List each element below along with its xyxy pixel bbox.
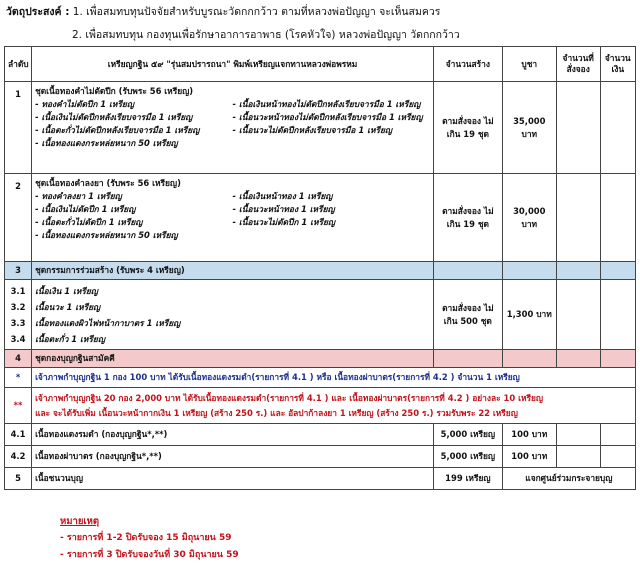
list-item: - เนื้อนวะไม่ตัดปีก 1 เหรียญ bbox=[232, 217, 336, 227]
list-item: เนื้อตะกั่ว 1 เหรียญ bbox=[35, 333, 105, 344]
row-content bbox=[32, 174, 434, 262]
row-qty: ตามสั่งจอง ไม่เกิน 500 ชุด bbox=[433, 280, 502, 350]
row-price: 100 บาท bbox=[502, 424, 556, 446]
list-item: - เนื้อนวะหน้าทองไม่ตัดปีกหลังเรียบจารมือ 1 เหรียญ bbox=[232, 112, 423, 122]
table-row bbox=[5, 174, 636, 262]
list-item: - เนื้อนวะไม่ตัดปีกหลังเรียบจารมือ 1 เหรียญ bbox=[232, 125, 393, 135]
list-item: - เนื้อทองแดงกระหล่ยหนาก 50 เหรียญ bbox=[35, 138, 178, 148]
row-number: 4.1 bbox=[5, 424, 32, 446]
row-money-cell[interactable] bbox=[600, 82, 635, 174]
row-qty: ตามสั่งจอง ไม่เกิน 19 ชุด bbox=[433, 174, 502, 262]
header-price: บูชา bbox=[502, 47, 556, 82]
header-seq: ลำดับ bbox=[5, 47, 32, 82]
header-money: จำนวนเงิน bbox=[600, 47, 635, 82]
table-row bbox=[5, 82, 636, 174]
list-item: - เนื้อตะกั่วไม่ตัดปีก 1 เหรียญ bbox=[35, 217, 143, 227]
header-row bbox=[5, 47, 636, 82]
table-row-note bbox=[5, 368, 636, 388]
list-item: - เนื้อเงินหน้าทอง 1 เหรียญ bbox=[232, 191, 333, 201]
table-row-section bbox=[5, 262, 636, 280]
row-number: 3 bbox=[5, 262, 32, 280]
row-money-cell[interactable] bbox=[600, 424, 635, 446]
row-price: 35,000 บาท bbox=[502, 82, 556, 174]
sub-number-cell bbox=[5, 280, 32, 350]
purpose-block bbox=[6, 4, 636, 44]
sub-number: 3.1 bbox=[10, 285, 26, 296]
list-item: - เนื้อตะกั่วไม่ตัดปีกหลังเรียบจารมือ 1 เหรียญ bbox=[35, 125, 200, 135]
note-text: เจ้าภาพกำบุญกฐิน 1 กอง 100 บาท ได้รับเนื้อทองแดงรมดำ(รายการที่ 4.1 ) หรือ เนื้อทองผ่าบาตร(รายการที่ 4.2 ) จำนวน 1 เหรียญ bbox=[32, 368, 636, 388]
row-price: แจกศูนย์ร่วมกระจายบุญ bbox=[502, 468, 635, 490]
list-item: - เนื้อเงินไม่ตัดปีก 1 เหรียญ bbox=[35, 204, 136, 214]
note-text bbox=[32, 388, 636, 424]
row-reserved-cell[interactable] bbox=[556, 446, 600, 468]
header-item: เหรียญกฐิน ๕๙ "รุ่นสมปรารถนา" พิมพ์เหรียญแจกทานหลวงพ่อพรหม bbox=[32, 47, 434, 82]
row-reserved-cell[interactable] bbox=[556, 280, 600, 350]
row-number: 1 bbox=[5, 82, 32, 174]
note-line: เจ้าภาพกำบุญกฐิน 20 กอง 2,000 บาท ได้รับเนื้อทองแดงรมดำ(รายการที่ 4.1 ) และ เนื้อทองผ่าบาตร(รายการที่ 4.2 ) อย่างละ 10 เหรียญ bbox=[35, 392, 544, 403]
purpose-line-2: 2. เพื่อสมทบทุน กองทุนเพื่อรักษาอาการอาพาธ (โรคหัวใจ) หลวงพ่อปัญญา วัดกกกว้าว bbox=[72, 29, 460, 41]
sub-number: 3.3 bbox=[10, 317, 26, 328]
row-content bbox=[32, 82, 434, 174]
header-qty: จำนวนสร้าง bbox=[433, 47, 502, 82]
header-reserved: จำนวนที่สั่งจอง bbox=[556, 47, 600, 82]
list-item: - เนื้อนวะหน้าทอง 1 เหรียญ bbox=[232, 204, 335, 214]
list-item: - เนื้อเงินไม่ตัดปีกหลังเรียบจารมือ 1 เหรียญ bbox=[35, 112, 193, 122]
row-qty: 5,000 เหรียญ bbox=[433, 446, 502, 468]
table-row-note bbox=[5, 388, 636, 424]
list-item: - ทองคำไม่ตัดปีก 1 เหรียญ bbox=[35, 99, 134, 109]
row-content bbox=[32, 280, 434, 350]
table-row bbox=[5, 424, 636, 446]
row-price: 30,000 บาท bbox=[502, 174, 556, 262]
notes-heading: หมายเหตุ bbox=[60, 516, 100, 527]
row-title: เนื้อชนวนบุญ bbox=[32, 468, 434, 490]
row-money-cell[interactable] bbox=[600, 446, 635, 468]
row-number: 4 bbox=[5, 350, 32, 368]
list-item: เนื้อทองแดงผิวไฟหน้ากาบาตร 1 เหรียญ bbox=[35, 317, 181, 328]
note-item: - รายการที่ 3 ปิดรับจองวันที่ 30 มิถุนายน 59 bbox=[60, 550, 239, 560]
row-reserved-cell[interactable] bbox=[556, 82, 600, 174]
note-line: และ จะได้รับเพิ่ม เนื้อนวะหน้ากากเงิน 1 เหรียญ (สร้าง 250 ร.) และ อัลปาก้าลงยา 1 เหรียญ (สร้าง 250 ร.) รวมรับพระ 22 เหรียญ bbox=[35, 407, 518, 418]
table-row bbox=[5, 280, 636, 350]
row-money-cell[interactable] bbox=[600, 174, 635, 262]
note-mark: * bbox=[5, 368, 32, 388]
row-number: 2 bbox=[5, 174, 32, 262]
row-price: 1,300 บาท bbox=[502, 280, 556, 350]
row-title: เนื้อทองผ่าบาตร (กองบุญกฐิน*,**) bbox=[32, 446, 434, 468]
sub-number: 3.4 bbox=[10, 333, 26, 344]
row-title: เนื้อทองแดงรมดำ (กองบุญกฐิน*,**) bbox=[32, 424, 434, 446]
row-number: 4.2 bbox=[5, 446, 32, 468]
note-mark: ** bbox=[5, 388, 32, 424]
list-item: เนื้อนวะ 1 เหรียญ bbox=[35, 301, 101, 312]
order-table bbox=[4, 46, 636, 490]
row-number: 5 bbox=[5, 468, 32, 490]
row-reserved-cell[interactable] bbox=[556, 174, 600, 262]
notes-block bbox=[60, 513, 239, 564]
list-item: - ทองคำลงยา 1 เหรียญ bbox=[35, 191, 122, 201]
row-title: ชุดกองบุญกฐินสามัคคี bbox=[32, 350, 434, 368]
row-title: ชุดเนื้อทองคำลงยา (รับพระ 56 เหรียญ) bbox=[35, 178, 181, 188]
row-title: ชุดกรรมการร่วมสร้าง (รับพระ 4 เหรียญ) bbox=[32, 262, 434, 280]
row-money-cell[interactable] bbox=[600, 280, 635, 350]
table-row bbox=[5, 446, 636, 468]
list-item: - เนื้อทองแดงกระหล่ยหนาก 50 เหรียญ bbox=[35, 230, 178, 240]
row-reserved-cell[interactable] bbox=[556, 424, 600, 446]
table-row-section bbox=[5, 350, 636, 368]
row-title: ชุดเนื้อทองคำไม่ตัดปีก (รับพระ 56 เหรียญ) bbox=[35, 86, 194, 96]
row-qty: 199 เหรียญ bbox=[433, 468, 502, 490]
row-price: 100 บาท bbox=[502, 446, 556, 468]
list-item: - เนื้อเงินหน้าทองไม่ตัดปีกหลังเรียบจารมือ 1 เหรียญ bbox=[232, 99, 421, 109]
note-item: - รายการที่ 1-2 ปิดรับจอง 15 มิถุนายน 59 bbox=[60, 533, 232, 543]
table-row bbox=[5, 468, 636, 490]
list-item: เนื้อเงิน 1 เหรียญ bbox=[35, 285, 98, 296]
sub-number: 3.2 bbox=[10, 301, 26, 312]
row-qty: 5,000 เหรียญ bbox=[433, 424, 502, 446]
row-qty: ตามสั่งจอง ไม่เกิน 19 ชุด bbox=[433, 82, 502, 174]
purpose-line-1: 1. เพื่อสมทบทุนปัจจัยสำหรับบูรณะวัดกกกว้าว ตามที่หลวงพ่อปัญญา จะเห็นสมควร bbox=[72, 6, 441, 18]
purpose-label: วัตถุประสงค์ : bbox=[6, 6, 70, 18]
